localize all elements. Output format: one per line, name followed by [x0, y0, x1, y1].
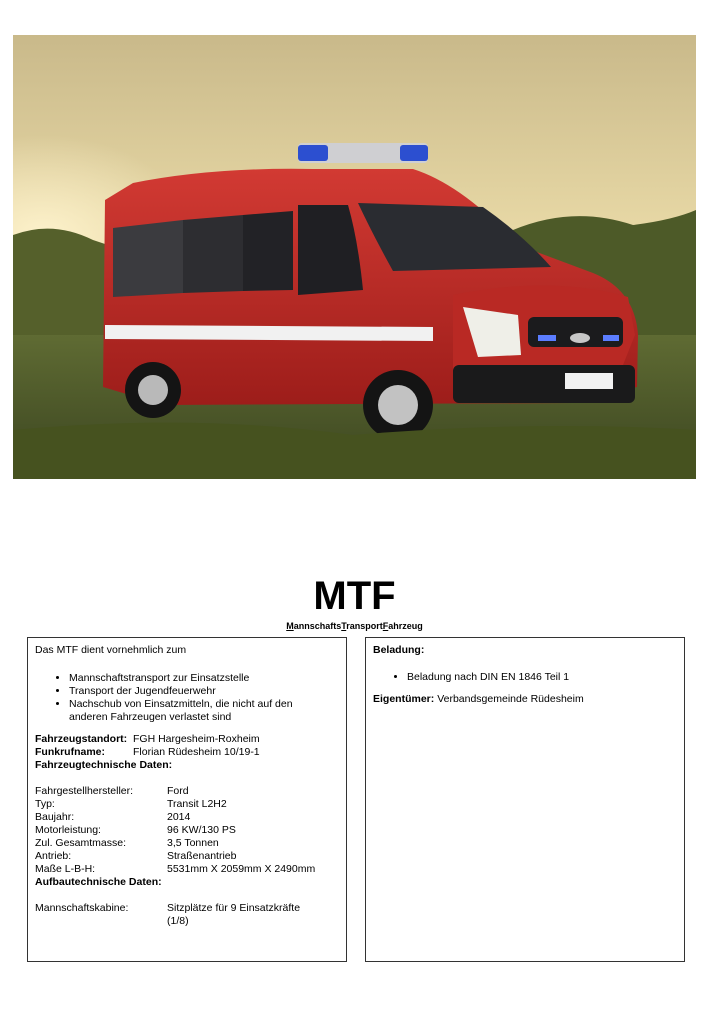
beladung-heading: Beladung: — [373, 644, 425, 656]
funkruf-row: Funkrufname: Florian Rüdesheim 10/19-1 — [35, 746, 260, 758]
list-item: • Mannschaftstransport zur Einsatzstelle — [69, 672, 339, 685]
standort-row: Fahrzeugstandort: FGH Hargesheim-Roxheim — [35, 733, 260, 745]
intro-text: Das MTF dient vornehmlich zum — [35, 644, 187, 656]
vehicle-photo — [13, 35, 696, 479]
table-row: Maße L-B-H: 5531mm X 2059mm X 2490mm — [35, 863, 316, 875]
beladung-list — [373, 671, 677, 684]
tech-table — [35, 785, 339, 876]
kabine-row: Mannschaftskabine: Sitzplätze für 9 Einsatzkräfte (1/8) — [35, 902, 301, 927]
uses-list — [35, 672, 339, 724]
list-item: • Beladung nach DIN EN 1846 Teil 1 — [407, 671, 677, 684]
vehicle-info-box — [27, 637, 347, 962]
list-item: • Transport der Jugendfeuerwehr — [69, 685, 339, 698]
fire-department-van-photo — [13, 35, 696, 479]
table-row: Antrieb: Straßenantrieb — [35, 850, 237, 862]
table-row: Fahrgestellhersteller: Ford — [35, 785, 189, 797]
table-row: Baujahr: 2014 — [35, 811, 191, 823]
equipment-box — [365, 637, 685, 962]
page-title: MTF — [313, 574, 396, 618]
eigentuemer-row: Eigentümer: Verbandsgemeinde Rüdesheim — [373, 693, 584, 705]
tech-heading: Fahrzeugtechnische Daten: — [35, 759, 173, 771]
page-subtitle: MannschaftsTransportFahrzeug — [286, 621, 423, 631]
table-row: Zul. Gesamtmasse: 3,5 Tonnen — [35, 837, 219, 849]
table-row: Typ: Transit L2H2 — [35, 798, 227, 810]
aufbau-heading: Aufbautechnische Daten: — [35, 876, 162, 888]
list-item: • Nachschub von Einsatzmitteln, die nicht auf den anderen Fahrzeugen verlastet sind — [69, 698, 339, 724]
table-row: Motorleistung: 96 KW/130 PS — [35, 824, 236, 836]
